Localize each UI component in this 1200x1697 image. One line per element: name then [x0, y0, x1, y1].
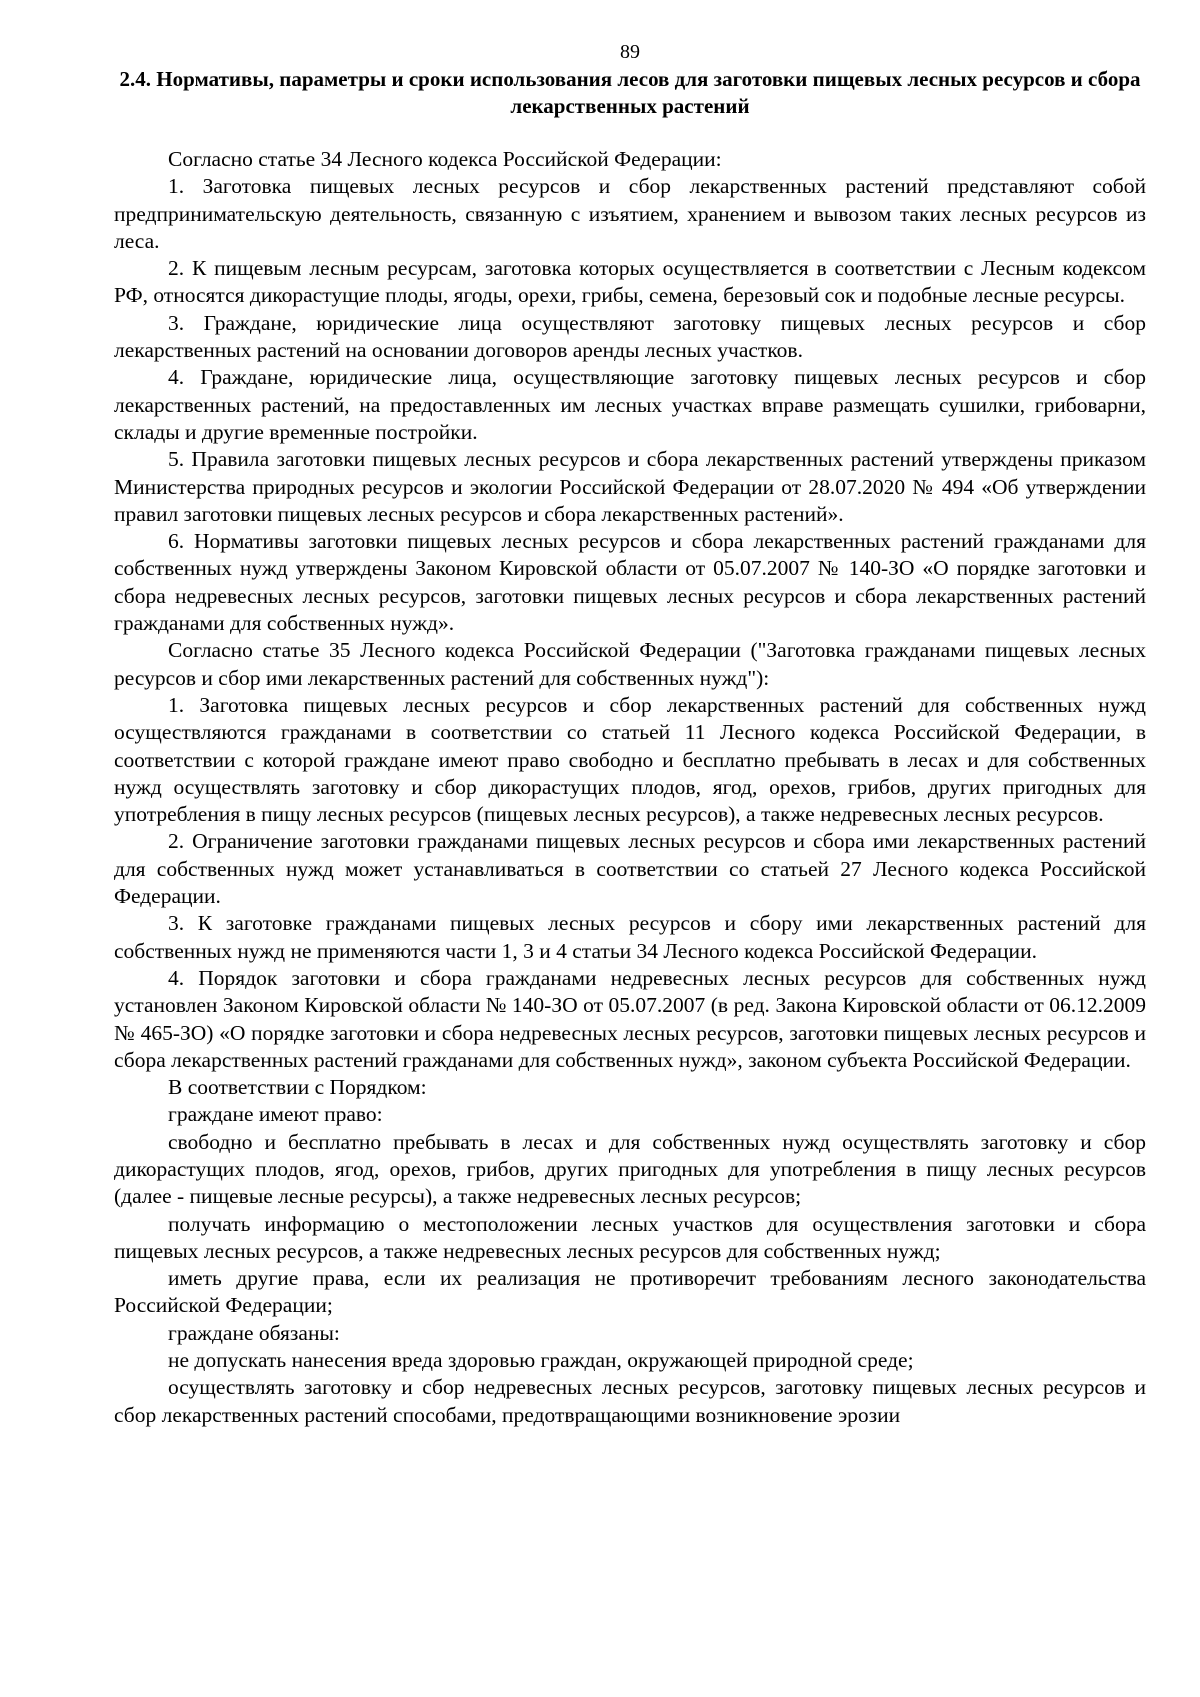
paragraph: 1. Заготовка пищевых лесных ресурсов и сбор лекарственных растений представляют собой предпринимательскую деятельность, связанную с изъятием, хранением и вывозом таких лесных ресурсов из леса. — [114, 174, 1146, 253]
paragraph: не допускать нанесения вреда здоровью граждан, окружающей природной среде; — [168, 1348, 914, 1373]
paragraph: получать информацию о местоположении лесных участков для осуществления заготовки и сбора пищевых лесных ресурсов, а также недревесных лесных ресурсов для собственных нужд; — [114, 1211, 1146, 1263]
paragraph: 4. Порядок заготовки и сбора гражданами недревесных лесных ресурсов для собственных нужд установлен Законом Кировской области № 140-ЗО от 05.07.2007 (в ред. Закона Кировской области от 06.12.2009 № 465-ЗО) «О порядке заготовки и сбора недревесных лесных ресурсов, заготовки пищевых лесных ресурсов и сбора лекарственных растений гражданами для собственных нужд», законом субъекта Российской Федерации. — [114, 965, 1146, 1072]
paragraph: 5. Правила заготовки пищевых лесных ресурсов и сбора лекарственных растений утверждены приказом Министерства природных ресурсов и экологии Российской Федерации от 28.07.2020 № 494 «Об утверждении правил заготовки пищевых лесных ресурсов и сбора лекарственных растений». — [114, 447, 1146, 526]
paragraph: 3. Граждане, юридические лица осуществляют заготовку пищевых лесных ресурсов и сбор лекарственных растений на основании договоров аренды лесных участков. — [114, 310, 1146, 363]
paragraph: 1. Заготовка пищевых лесных ресурсов и сбор лекарственных растений для собственных нужд осуществляются гражданами в соответствии со статьей 11 Лесного кодекса Российской Федерации, в соответствии с которой граждане имеют право свободно и бесплатно пребывать в лесах и для собственных нужд осуществлять заготовку и сбор дикорастущих плодов, ягод, орехов, грибов, других пригодных для употребления в пищу лесных ресурсов (пищевых лесных ресурсов), а также недревесных лесных ресурсов. — [114, 692, 1146, 827]
paragraph: 2. Ограничение заготовки гражданами пищевых лесных ресурсов и сбора ими лекарственных растений для собственных нужд может устанавливаться в соответствии со статьей 27 Лесного кодекса Российской Федерации. — [114, 829, 1146, 909]
paragraph: 3. К заготовке гражданами пищевых лесных ресурсов и сбору ими лекарственных растений для собственных нужд не применяются части 1, 3 и 4 статьи 34 Лесного кодекса Российской Федерации. — [114, 911, 1146, 963]
paragraph: В соответствии с Порядком: — [168, 1075, 427, 1100]
paragraph: иметь другие права, если их реализация не противоречит требованиям лесного законодательства Российской Федерации; — [114, 1266, 1146, 1318]
paragraph: осуществлять заготовку и сбор недревесных лесных ресурсов, заготовку пищевых лесных ресурсов и сбор лекарственных растений способами, предотвращающими возникновение эрозии — [114, 1375, 1146, 1427]
document-page — [114, 40, 1146, 1429]
paragraph: граждане имеют право: — [168, 1102, 383, 1127]
document-body — [114, 146, 1146, 1429]
paragraph: 4. Граждане, юридические лица, осуществляющие заготовку пищевых лесных ресурсов и сбор лекарственных растений, на предоставленных им лесных участках вправе размещать сушилки, грибоварни, склады и другие временные постройки. — [114, 365, 1146, 444]
paragraph: 2. К пищевым лесным ресурсам, заготовка которых осуществляется в соответствии с Лесным кодексом РФ, относятся дикорастущие плоды, ягоды, орехи, грибы, семена, березовый сок и подобные лесные ресурсы. — [114, 256, 1146, 308]
paragraph: Согласно статье 34 Лесного кодекса Российской Федерации: — [168, 147, 722, 171]
section-heading: 2.4. Нормативы, параметры и сроки использования лесов для заготовки пищевых лесных ресурсов и сбора лекарственных растений — [119, 67, 1141, 118]
paragraph: Согласно статье 35 Лесного кодекса Российской Федерации ("Заготовка гражданами пищевых лесных ресурсов и сбор ими лекарственных растений для собственных нужд"): — [114, 638, 1146, 690]
paragraph: 6. Нормативы заготовки пищевых лесных ресурсов и сбора лекарственных растений гражданами для собственных нужд утверждены Законом Кировской области от 05.07.2007 № 140-ЗО «О порядке заготовки и сбора недревесных лесных ресурсов, заготовки пищевых лесных ресурсов и сбора лекарственных растений гражданами для собственных нужд». — [114, 529, 1146, 636]
page-number: 89 — [620, 41, 640, 63]
paragraph: свободно и бесплатно пребывать в лесах и для собственных нужд осуществлять заготовку и сбор дикорастущих плодов, ягод, орехов, грибов, других пригодных для употребления в пищу лесных ресурсов (далее - пищевые лесные ресурсы), а также недревесных лесных ресурсов; — [114, 1129, 1146, 1209]
paragraph: граждане обязаны: — [168, 1320, 340, 1345]
